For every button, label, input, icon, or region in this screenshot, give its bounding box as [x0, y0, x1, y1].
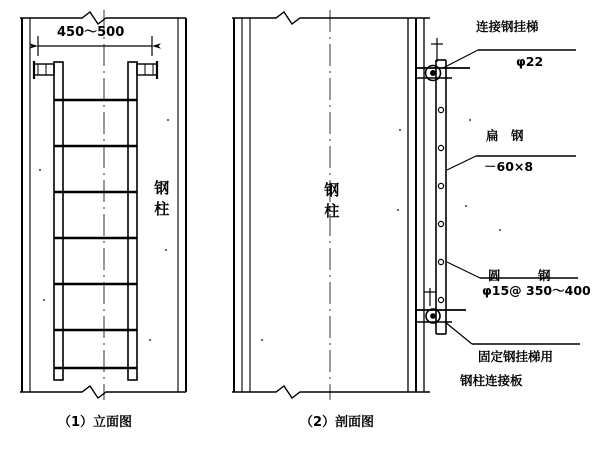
annotation-round-steel-line1: 圆 钢: [488, 268, 551, 283]
annotation-hook-ladder-line2: φ22: [516, 54, 544, 69]
figure-caption-section: （2）剖面图: [300, 415, 375, 430]
annotation-fixing-plate-line2: 钢柱连接板: [460, 373, 523, 388]
annotation-flat-steel-line2: －60×8: [484, 159, 534, 174]
annotation-fixing-plate-line1: 固定钢挂梯用: [478, 349, 554, 364]
annotation-hook-ladder-line1: 连接钢挂梯: [476, 19, 539, 34]
annotation-flat-steel-line1: 扁 钢: [486, 128, 524, 143]
annotation-round-steel-line2: φ15@ 350～400: [482, 283, 591, 298]
figure-caption-elevation: （1）立面图: [58, 415, 133, 430]
elevation-column-label: 钢柱: [152, 180, 171, 222]
section-column-label: 钢柱: [322, 182, 341, 224]
elevation-dimension-label: 450～500: [57, 25, 125, 40]
